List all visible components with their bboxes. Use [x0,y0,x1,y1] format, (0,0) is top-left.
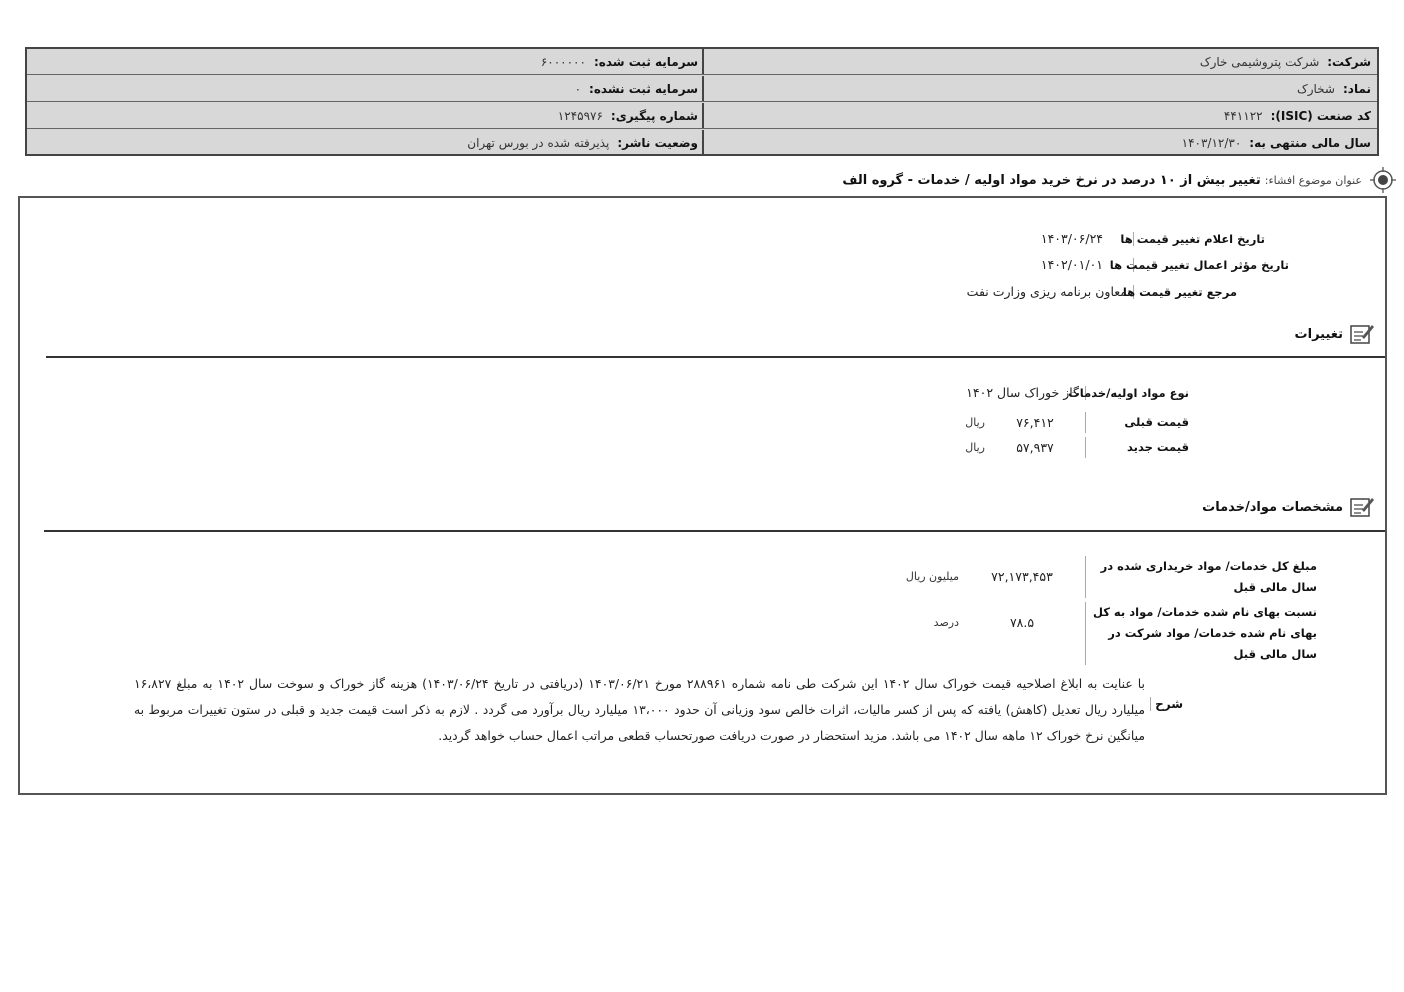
symbol-label: نماد: [1342,81,1371,96]
unregistered-capital-label: سرمایه ثبت نشده: [589,81,698,96]
registered-capital-label: سرمایه ثبت شده: [593,54,698,69]
cost-ratio-unit: درصد [933,616,959,629]
publisher-status-cell [27,130,704,156]
new-price-label: قیمت جدید [1085,437,1189,458]
changes-divider [46,356,1385,358]
publisher-status-label: وضعیت ناشر: [617,136,698,150]
fiscal-year-cell [702,130,1377,156]
company-info-table [25,47,1379,156]
cost-ratio-value: ۷۸.۵ [1009,615,1035,630]
effective-date-label: تاریخ مؤثر اعمال تغییر قیمت ها [1109,257,1289,272]
tracking-cell [27,103,704,128]
cost-ratio-row [849,602,1317,665]
new-price-unit: ریال [965,441,985,454]
price-reference-label: مرجع تغییر قیمت ها [1122,284,1237,299]
publisher-status-value: پذیرفته شده در بورس تهران [467,136,610,150]
material-type-label: نوع مواد اولیه/خدمات [1068,385,1189,400]
symbol-cell [702,76,1377,101]
changes-title: تغییرات [1294,326,1343,342]
company-value: شرکت پتروشیمی خارک [1199,54,1320,69]
fiscal-year-label: سال مالی منتهی به: [1249,136,1371,150]
info-row-symbol [27,76,1377,102]
symbol-value: شخارک [1296,81,1335,96]
price-reference-value: معاون برنامه ریزی وزارت نفت [966,284,1127,299]
tracking-value: ۱۲۴۵۹۷۶ [557,108,603,123]
description-text: با عنایت به ابلاغ اصلاحیه قیمت خوراک سال ۱۴۰۲ این شرکت طی نامه شماره ۲۸۸۹۶۱ مورخ ۱۴۰۳/۰۶/۲۱ (دریافتی در تاریخ ۱۴۰۳/۰۶/۲۴) هزینه گاز خوراک و سوخت سال ۱۴۰۲ به مبلغ ۱۶،۸۲۷ میلیارد ریال تعدیل (کاهش) یافته که پس از کسر مالیات، اثرات خالص سود وزیانی آن حدود ۱۳،۰۰۰ میلیارد ریال برآورد می گردد . لازم به ذکر است قیمت جدید و قبلی در ستون تغییرات مربوط به میانگین نرخ خوراک ۱۲ ماهه سال ۱۴۰۲ می باشد. مزید استحضار در صورت دریافت صورتحساب قطعی مراتب اعمال حساب خواهد گردید. [134,676,1146,743]
fiscal-year-value: ۱۴۰۳/۱۲/۳۰ [1181,136,1242,150]
tracking-label: شماره پیگیری: [610,108,698,123]
price-reference-row [967,284,1237,299]
unregistered-capital-value: ۰ [574,81,582,96]
effective-date-value: ۱۴۰۲/۰۱/۰۱ [1040,257,1103,272]
cost-ratio-label: نسبت بهای نام شده خدمات/ مواد به کل بهای نام شده خدمات/ مواد شرکت در سال مالی قبل [1085,602,1317,665]
prev-price-label: قیمت قبلی [1085,412,1189,433]
target-icon [1370,167,1396,193]
announce-date-value: ۱۴۰۳/۰۶/۲۴ [1040,231,1103,246]
info-row-company [27,49,1377,75]
isic-label: کد صنعت (ISIC): [1270,108,1371,123]
material-type-value: گاز خوراک سال ۱۴۰۲ [966,385,1079,400]
specs-title: مشخصات مواد/خدمات [1202,499,1343,515]
subject-label: عنوان موضوع افشاء: [1264,173,1362,187]
description-label: شرح [1150,697,1183,711]
prev-price-unit: ریال [965,416,985,429]
company-label: شرکت: [1327,54,1371,69]
company-cell [702,49,1377,74]
prev-price-value: ۷۶,۴۱۲ [1016,415,1054,430]
announce-date-row [1041,231,1265,246]
announce-date-label: تاریخ اعلام تغییر قیمت ها [1120,231,1265,246]
subject-text: تغییر بیش از ۱۰ درصد در نرخ خرید مواد اولیه / خدمات - گروه الف [842,172,1261,188]
specs-divider [44,530,1385,532]
disclosure-subject [842,167,1396,193]
changes-section-title [1295,322,1375,346]
specs-section-title [1202,495,1375,519]
total-purchase-unit: میلیون ریال [905,570,959,583]
prev-price-row [905,412,1189,433]
registered-capital-cell [27,49,704,74]
effective-date-row [1041,257,1289,272]
new-price-value: ۵۷,۹۳۷ [1016,440,1054,455]
total-purchase-row [849,556,1317,598]
edit-note-icon [1349,322,1375,346]
disclosure-body [18,196,1387,795]
isic-cell [702,103,1377,128]
unregistered-capital-cell [27,76,704,101]
total-purchase-label: مبلغ کل خدمات/ مواد خریداری شده در سال مالی قبل [1085,556,1317,598]
edit-note-icon [1349,495,1375,519]
isic-value: ۴۴۱۱۲۲ [1223,108,1263,123]
registered-capital-value: ۶۰۰۰۰۰۰ [540,54,586,69]
material-type-row [966,385,1189,400]
new-price-row [905,437,1189,458]
total-purchase-value: ۷۲,۱۷۳,۴۵۳ [991,569,1053,584]
info-row-isic [27,103,1377,129]
info-row-fiscal [27,130,1377,156]
